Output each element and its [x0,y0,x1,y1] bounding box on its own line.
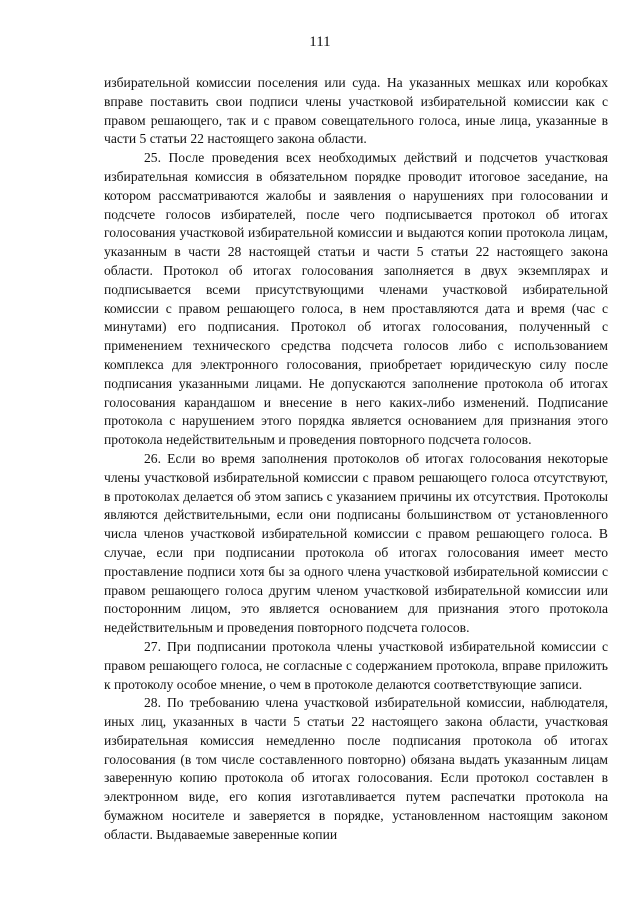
page-number: 111 [309,34,331,50]
paragraph-25: 25. После проведения всех необходимых действий и подсчетов участковая избирательная комиссия в обязательном порядке проводит итоговое заседание, на котором рассматриваются жалобы и заявления о нарушениях при голосовании и подсчете голосов избирателей, после чего подписывается протокол об итогах голосования участковой избирательной комиссии и выдаются копии протокола лицам, указанным в части 28 настоящей статьи и части 5 статьи 22 настоящего закона области. Протокол об итогах голосования заполняется в двух экземплярах и подписывается всеми присутствующими членами участковой избирательной комиссии с правом решающего голоса, в нем проставляются дата и время (час с минутами) его подписания. Протокол об итогах голосования, полученный с применением технического средства подсчета голосов либо с использованием комплекса для электронного голосования, приобретает юридическую силу после подписания указанными лицами. Не допускаются заполнение протокола об итогах голосования карандашом и внесение в него каких-либо изменений. Подписание протокола с нарушением этого порядка является основанием для признания этого протокола недействительным и проведения повторного подсчета голосов. [104,150,608,448]
paragraph-26: 26. Если во время заполнения протоколов об итогах голосования некоторые члены участковой избирательной комиссии с правом решающего голоса отсутствуют, в протоколах делается об этом запись с указанием причины их отсутствия. Протоколы являются действительными, если они подписаны большинством от установленного числа членов участковой избирательной комиссии с правом решающего голоса. В случае, если при подписании протокола об итогах голосования имеет место проставление подписи хотя бы за одного члена участковой избирательной комиссии с правом решающего голоса другим членом участковой избирательной комиссии или посторонним лицом, это является основанием для признания этого протокола недействительным и проведения повторного подсчета голосов. [104,450,608,636]
document-body [104,74,608,845]
paragraph-27: 27. При подписании протокола члены участковой избирательной комиссии с правом решающего голоса, не согласные с содержанием протокола, вправе приложить к протоколу особое мнение, о чем в протоколе делаются соответствующие записи. [104,638,608,692]
paragraph-continuation: избирательной комиссии поселения или суда. На указанных мешках или коробках вправе поставить свои подписи члены участковой избирательной комиссии как с правом решающего, так и с правом совещательного голоса, иные лица, указанные в части 5 статьи 22 настоящего закона области. [104,75,608,147]
paragraph-28: 28. По требованию члена участковой избирательной комиссии, наблюдателя, иных лиц, указанных в части 5 статьи 22 настоящего закона области, участковая избирательная комиссия немедленно после подписания протокола об итогах голосования (в том числе составленного повторно) обязана выдать указанным лицам заверенную копию протокола об итогах голосования. Если протокол составлен в электронном виде, его копия изготавливается путем распечатки протокола на бумажном носителе и заверяется в порядке, установленном настоящим законом области. Выдаваемые заверенные копии [104,695,608,842]
